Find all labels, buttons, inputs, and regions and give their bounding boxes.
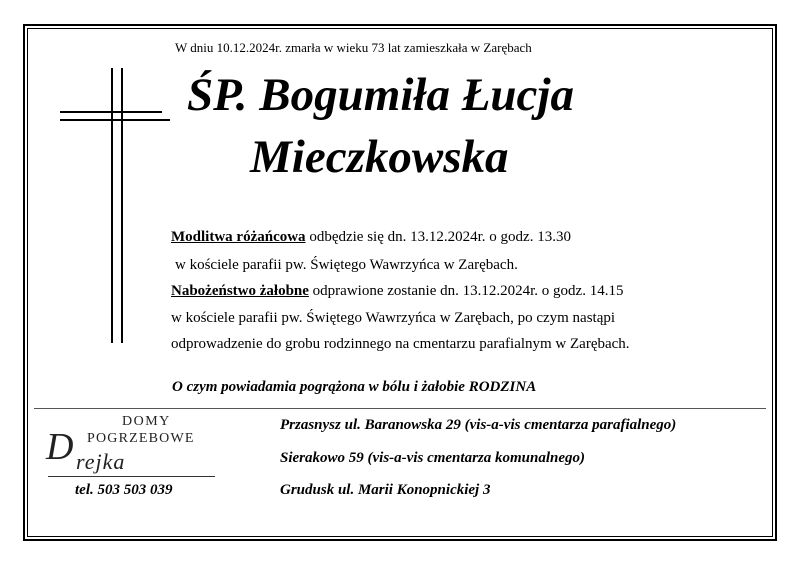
funeral-label: Nabożeństwo żałobne <box>171 283 309 299</box>
deceased-name-line2: Mieczkowska <box>250 131 509 183</box>
rosary-place: w kościele parafii pw. Świętego Wawrzyńca w Zarębach. <box>175 257 518 273</box>
address-przasnysz: Przasnysz ul. Baranowska 29 (vis-a-vis cmentarza parafialnego) <box>280 417 677 433</box>
logo-initial: D <box>46 426 74 468</box>
funeral-line <box>171 283 623 300</box>
funeral-place: w kościele parafii pw. Świętego Wawrzyńca w Zarębach, po czym nastąpi <box>171 310 616 326</box>
funeral-home-logo <box>40 414 220 484</box>
funeral-text: odprawione zostanie dn. 13.12.2024r. o godz. 14.15 <box>308 283 624 299</box>
address-sierakowo: Sierakowo 59 (vis-a-vis cmentarza komunalnego) <box>280 450 586 466</box>
logo-rest: rejka <box>76 449 126 474</box>
logo-underline <box>48 476 215 477</box>
closing-text: O czym powiadamia pogrążona w bólu i żałobie RODZINA <box>172 379 537 395</box>
burial-text: odprowadzenie do grobu rodzinnego na cmentarzu parafialnym w Zarębach. <box>171 336 630 352</box>
phone-number: tel. 503 503 039 <box>75 482 173 498</box>
logo-line1: DOMY <box>122 414 171 429</box>
address-grudusk: Grudusk ul. Marii Konopnickiej 3 <box>280 482 491 498</box>
rosary-line <box>171 229 571 246</box>
logo-line2: POGRZEBOWE <box>87 431 195 446</box>
deceased-name-line1: ŚP. Bogumiła Łucja <box>187 69 574 121</box>
rosary-text: odbędzie się dn. 13.12.2024r. o godz. 13.30 <box>305 229 571 245</box>
rosary-label: Modlitwa różańcowa <box>171 229 306 245</box>
intro-text: W dniu 10.12.2024r. zmarła w wieku 73 lat zamieszkała w Zarębach <box>175 40 532 55</box>
divider <box>34 408 766 409</box>
